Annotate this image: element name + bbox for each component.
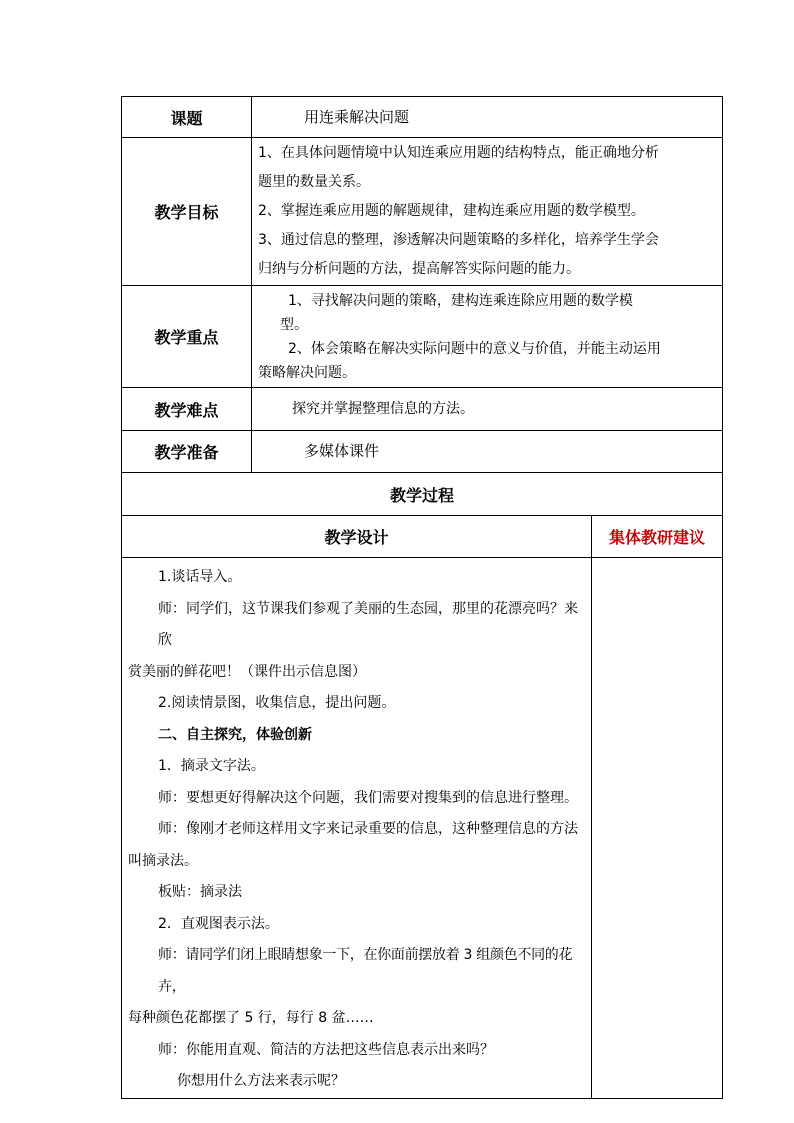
design-header: 教学设计 <box>122 516 592 558</box>
row-headers <box>122 516 723 558</box>
objective-line: 题里的数量关系。 <box>258 174 370 190</box>
row-key-points <box>122 286 723 388</box>
objectives-content <box>252 138 723 286</box>
suggest-header: 集体教研建议 <box>592 516 723 558</box>
row-difficulty <box>122 388 723 431</box>
row-design-body <box>122 558 723 1099</box>
design-line: 2.阅读情景图，收集信息，提出问题。 <box>158 695 396 711</box>
key-point-line: 2、体会策略在解决实际问题中的意义与价值，并能主动运用 <box>288 340 661 357</box>
lesson-plan-table <box>121 96 723 1099</box>
design-line: 每种颜色花都摆了 5 行，每行 8 盆…… <box>128 1010 374 1026</box>
key-point-line: 型。 <box>280 316 308 333</box>
design-line: 板贴：摘录法 <box>158 884 242 900</box>
objective-line: 3、通过信息的整理，渗透解决问题策略的多样化，培养学生学会 <box>258 232 659 248</box>
design-content <box>122 558 592 1099</box>
objective-line: 1、在具体问题情境中认知连乘应用题的结构特点，能正确地分析 <box>258 145 659 161</box>
objective-line: 2、掌握连乘应用题的解题规律，建构连乘应用题的数学模型。 <box>258 203 645 219</box>
design-line: 师：要想更好得解决这个问题，我们需要对搜集到的信息进行整理。 <box>158 789 578 806</box>
design-line: 叫摘录法。 <box>128 852 198 869</box>
design-line: 1．摘录文字法。 <box>158 758 265 774</box>
row-process-title <box>122 473 723 516</box>
design-line: 师：请同学们闭上眼睛想象一下，在你面前摆放着 3 组颜色不同的花卉， <box>158 947 573 995</box>
design-line: 师：同学们，这节课我们参观了美丽的生态园，那里的花漂亮吗？来欣 <box>158 600 578 648</box>
process-title: 教学过程 <box>122 473 723 516</box>
design-line: 师：你能用直观、简洁的方法把这些信息表示出来吗？ <box>158 1041 494 1058</box>
key-points-label: 教学重点 <box>122 286 252 388</box>
objective-line: 归纳与分析问题的方法，提高解答实际问题的能力。 <box>258 261 580 277</box>
design-line: 二、自主探究，体验创新 <box>158 726 312 743</box>
design-line: 1.谈话导入。 <box>158 569 242 585</box>
objectives-label: 教学目标 <box>122 138 252 286</box>
difficulty-label: 教学难点 <box>122 388 252 431</box>
key-point-line: 策略解决问题。 <box>258 364 356 381</box>
key-point-line: 1、寻找解决问题的策略，建构连乘连除应用题的数学模 <box>288 292 633 309</box>
preparation-value: 多媒体课件 <box>252 431 723 473</box>
topic-value: 用连乘解决问题 <box>252 97 723 138</box>
design-line: 你想用什么方法来表示呢？ <box>177 1073 345 1089</box>
design-line: 2．直观图表示法。 <box>158 915 279 932</box>
difficulty-value: 探究并掌握整理信息的方法。 <box>252 388 723 431</box>
design-line: 赏美丽的鲜花吧！（课件出示信息图） <box>128 663 366 680</box>
preparation-label: 教学准备 <box>122 431 252 473</box>
row-objectives <box>122 138 723 286</box>
row-preparation <box>122 431 723 473</box>
row-topic <box>122 97 723 138</box>
topic-label: 课题 <box>122 97 252 138</box>
design-line: 师：像刚才老师这样用文字来记录重要的信息，这种整理信息的方法 <box>158 821 578 837</box>
suggest-content <box>592 558 723 1099</box>
key-points-content <box>252 286 723 388</box>
